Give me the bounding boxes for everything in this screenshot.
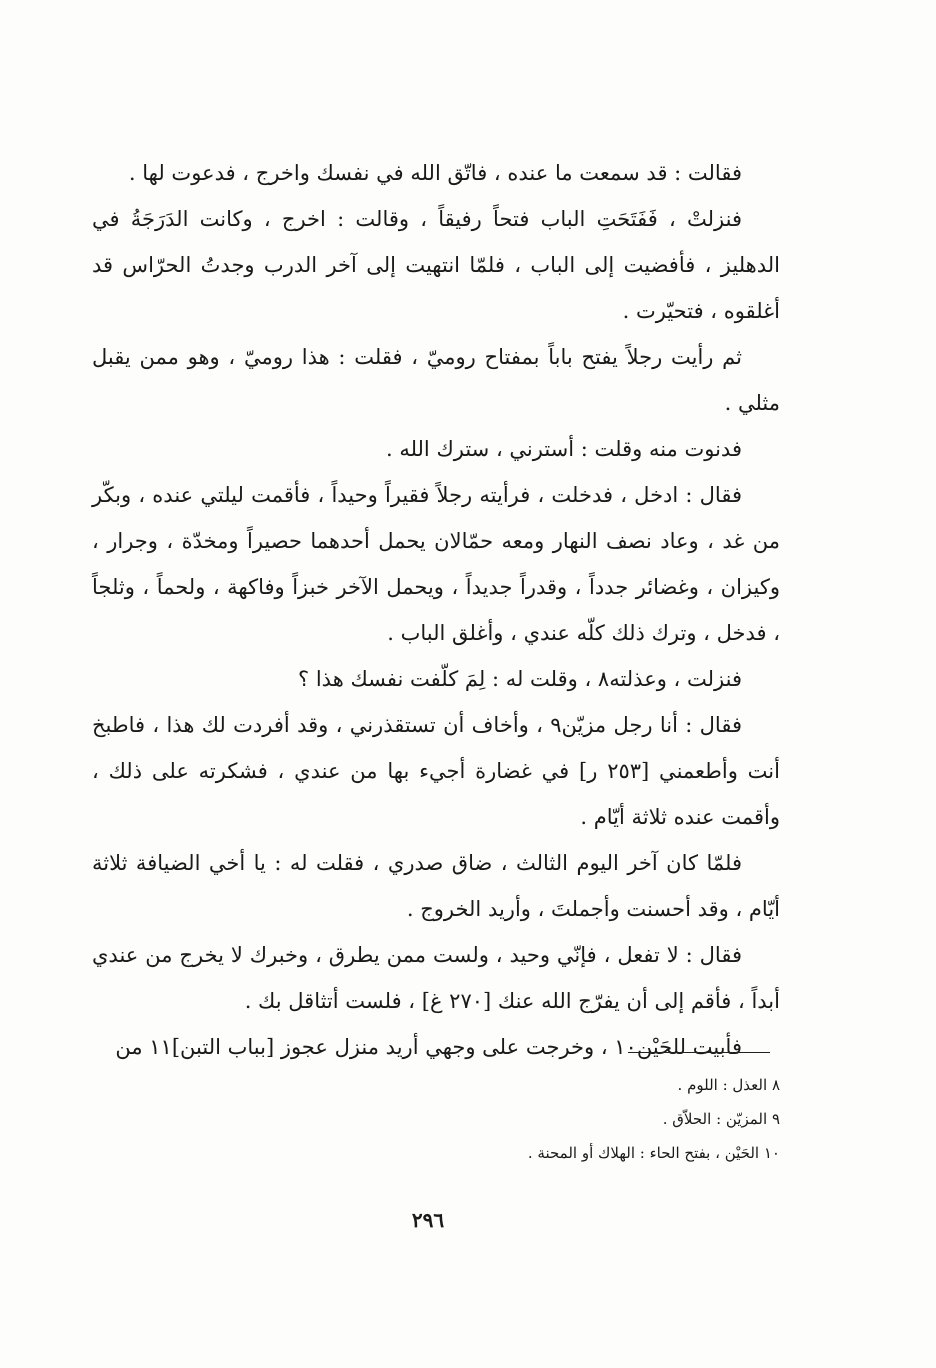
page-number: ٢٩٦ <box>411 1208 445 1232</box>
footnote-10: ١٠ الحَيْن ، بفتح الحاء : الهلاك أو المحنة . <box>527 1144 780 1162</box>
paragraph-10: فأبيت للحَيْن١٠ ، وخرجت على وجهي أريد منزل عجوز [بباب التبن]١١ من <box>115 1035 742 1059</box>
main-text <box>92 150 780 1070</box>
paragraph-9: فقال : لا تفعل ، فإنّي وحيد ، ولست ممن يطرق ، وخبرك لا يخرج من عندي أبداً ، فأقم إلى أن يفرّج الله عنك [٢٧٠ غ] ، فلست أتثاقل بك . <box>92 943 780 1013</box>
paragraph-3: ثم رأيت رجلاً يفتح باباً بمفتاح روميّ ، فقلت : هذا روميّ ، وهو ممن يقبل مثلي . <box>92 345 780 415</box>
paragraph-4: فدنوت منه وقلت : أسترني ، سترك الله . <box>385 437 742 461</box>
paragraph-6: فنزلت ، وعذلته٨ ، وقلت له : لِمَ كلّفت نفسك هذا ؟ <box>298 667 742 691</box>
footnotes <box>400 1068 780 1170</box>
paragraph-2: فنزلتْ ، فَفَتَحَتِ الباب فتحاً رفيقاً ، وقالت : اخرج ، وكانت الدَرَجَةُ في الدهليز ، فأفضيت إلى الباب ، فلمّا انتهيت إلى آخر الدرب وجدتُ الحرّاس قد أغلقوه ، فتحيّرت . <box>92 207 780 323</box>
paragraph-1: فقالت : قد سمعت ما عنده ، فاتّق الله في نفسك واخرج ، فدعوت لها . <box>128 161 742 185</box>
paragraph-7: فقال : أنا رجل مزيّن٩ ، وأخاف أن تستقذرني ، وقد أفردت لك هذا ، فاطبخ أنت وأطعمني [٢٥٣ ر] في غضارة أجيء بها من عندي ، فشكرته على ذلك ، وأقمت عنده ثلاثة أيّام . <box>92 713 780 829</box>
footnote-divider <box>628 1052 770 1053</box>
footnote-9: ٩ المزيّن : الحلاّق . <box>662 1110 780 1128</box>
paragraph-8: فلمّا كان آخر اليوم الثالث ، ضاق صدري ، فقلت له : يا أخي الضيافة ثلاثة أيّام ، وقد أحسنت وأجملتَ ، وأريد الخروج . <box>92 851 780 921</box>
footnote-8: ٨ العذل : اللوم . <box>677 1076 780 1094</box>
paragraph-5: فقال : ادخل ، فدخلت ، فرأيته رجلاً فقيراً وحيداً ، فأقمت ليلتي عنده ، وبكّر من غد ، وعاد نصف النهار ومعه حمّالان يحمل أحدهما حصيراً ومخدّة ، وجرار ، وكيزان ، وغضائر جدداً ، وقدراً جديداً ، ويحمل الآخر خبزاً وفاكهة ، ولحماً ، وثلجاً ، فدخل ، وترك ذلك كلّه عندي ، وأغلق الباب . <box>92 483 780 645</box>
